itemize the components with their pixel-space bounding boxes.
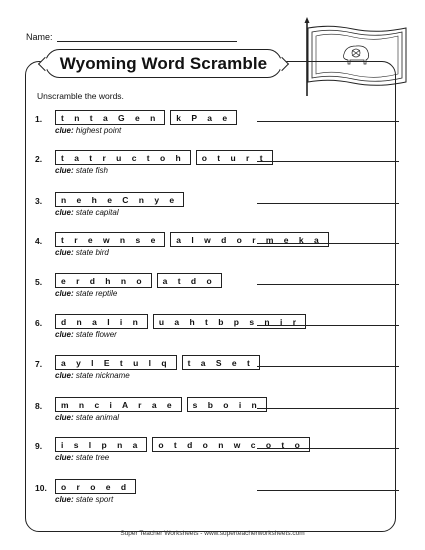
item-number: 1. [35,114,43,124]
clue-label: clue: [55,248,74,257]
scrambled-word-text: u a h t b p s n i r [158,316,301,327]
clue-value: state flower [75,330,117,339]
item-number: 6. [35,318,43,328]
clue-value: state bird [75,248,109,257]
clue-label: clue: [55,495,74,504]
answer-line[interactable] [257,408,399,409]
scrambled-words [55,355,260,370]
scrambled-words [55,314,306,329]
clue-value: state capital [75,208,119,217]
answer-line[interactable] [257,366,399,367]
scrambled-word-text: k P a e [176,112,232,123]
scrambled-words [55,273,222,288]
scrambled-word-box [55,150,191,165]
scramble-item [35,314,395,350]
clue-text [55,166,108,175]
clue-label: clue: [55,166,74,175]
scrambled-word-box [157,273,222,288]
clue-text [55,330,117,339]
scramble-item [35,192,395,228]
scrambled-word-box [55,355,177,370]
clue-text [55,289,117,298]
clue-value: state fish [75,166,108,175]
scramble-item [35,273,395,309]
worksheet-title: Wyoming Word Scramble [45,49,282,78]
scrambled-word-box [55,110,165,125]
scrambled-word-box [187,397,267,412]
scramble-item [35,397,395,433]
scrambled-words [55,110,237,125]
scrambled-word-box [55,314,148,329]
name-field[interactable] [26,32,237,42]
scrambled-word-text: n e h e C n y e [61,194,179,205]
scrambled-words [55,397,267,412]
clue-text [55,495,113,504]
scrambled-word-text: a y l E t u l q [61,357,171,368]
clue-label: clue: [55,371,74,380]
clue-value: state tree [75,453,110,462]
scrambled-word-box [55,397,182,412]
clue-label: clue: [55,289,74,298]
clue-value: state animal [75,413,120,422]
clue-value: state reptile [75,289,118,298]
scramble-item [35,232,395,268]
scrambled-word-box [170,110,237,125]
scramble-item [35,355,395,391]
scrambled-word-text: a t d o [162,275,216,286]
answer-line[interactable] [257,448,399,449]
name-line[interactable] [57,32,237,42]
clue-text [55,413,119,422]
scramble-item [35,479,395,515]
footer-text: Super Teacher Worksheets - www.superteacherworksheets.com [120,530,305,537]
clue-label: clue: [55,126,74,135]
scramble-item [35,437,395,473]
scramble-item [35,110,395,146]
clue-label: clue: [55,413,74,422]
clue-text [55,453,109,462]
scrambled-word-box [55,232,165,247]
answer-line[interactable] [257,325,399,326]
clue-label: clue: [55,330,74,339]
scrambled-word-text: t n t a G e n [61,112,160,123]
clue-label: clue: [55,453,74,462]
scrambled-word-box [196,150,273,165]
scrambled-word-box [55,192,184,207]
name-label: Name: [26,32,53,42]
answer-line[interactable] [257,490,399,491]
scrambled-word-text: o r o e d [61,481,131,492]
clue-text [55,371,130,380]
scrambled-words [55,150,273,165]
answer-line[interactable] [257,161,399,162]
item-number: 3. [35,196,43,206]
clue-value: highest point [75,126,122,135]
item-number: 5. [35,277,43,287]
scrambled-word-text: e r d h n o [61,275,146,286]
scrambled-words [55,192,184,207]
scrambled-word-box [55,479,136,494]
scrambled-words [55,232,329,247]
item-number: 9. [35,441,43,451]
clue-label: clue: [55,208,74,217]
scrambled-word-text: i s l p n a [61,439,142,450]
scrambled-word-text: s b o i n [192,399,261,410]
answer-line[interactable] [257,284,399,285]
clue-text [55,248,109,257]
clue-value: state sport [75,495,114,504]
clue-text [55,208,119,217]
scrambled-word-box [55,273,152,288]
scrambled-word-box [170,232,328,247]
scrambled-word-text: o t u r t [201,152,267,163]
scrambled-word-text: a l w d o r m e k a [176,234,323,245]
scrambled-word-text: d n a I i n [61,316,142,327]
answer-line[interactable] [257,121,399,122]
scrambled-words [55,479,136,494]
item-number: 4. [35,236,43,246]
scrambled-word-box [182,355,260,370]
scrambled-words [55,437,310,452]
answer-line[interactable] [257,203,399,204]
instructions-text: Unscramble the words. [37,91,124,101]
answer-line[interactable] [257,243,399,244]
clue-value: state nickname [75,371,130,380]
scrambled-word-text: m n c i A r a e [61,399,176,410]
scrambled-word-text: t a t r u c t o h [61,152,185,163]
scrambled-word-box [153,314,306,329]
scrambled-word-text: o t d o n w c o t o [158,439,304,450]
scrambled-word-text: t a S e t [187,357,254,368]
item-number: 7. [35,359,43,369]
scrambled-word-box [55,437,147,452]
scramble-item [35,150,395,186]
scrambled-word-box [152,437,309,452]
scrambled-word-text: t r e w n s e [61,234,160,245]
item-number: 2. [35,154,43,164]
item-number: 10. [35,483,47,493]
item-number: 8. [35,401,43,411]
clue-text [55,126,121,135]
